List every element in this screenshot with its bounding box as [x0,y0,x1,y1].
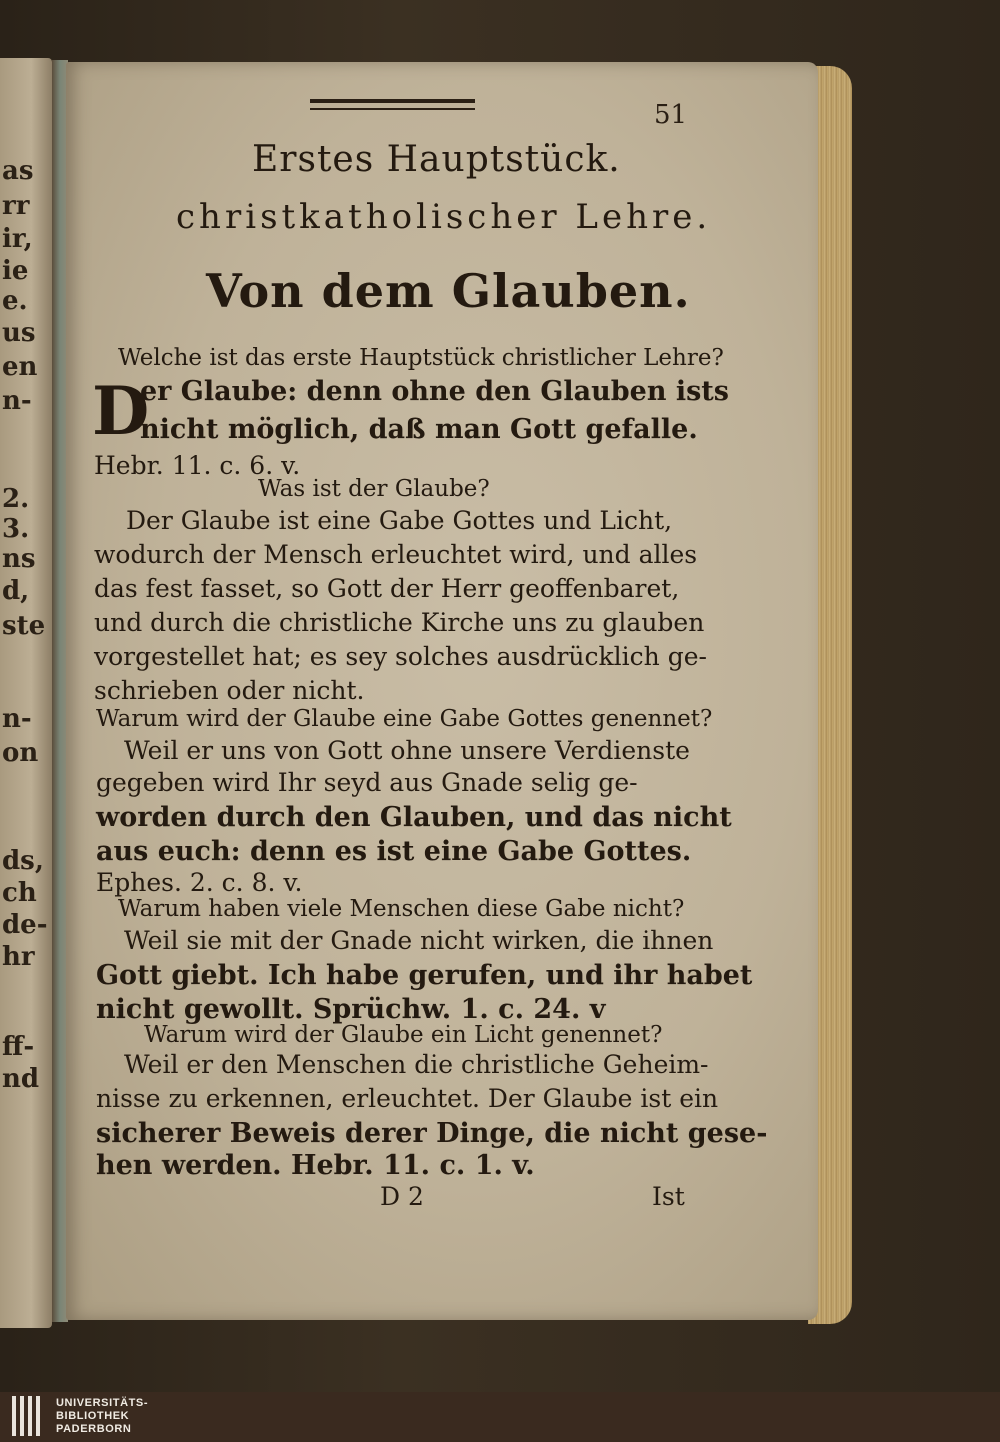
header-rule [310,99,475,103]
answer-4-line: Weil sie mit der Gnade nicht wirken, die ihnen [124,926,714,955]
question-1: Welche ist das erste Hauptstück christlicher Lehre? [118,345,724,371]
left-fragment: ff- [2,1032,35,1062]
answer-2-line: schrieben oder nicht. [94,676,365,705]
left-fragment: ir, [2,224,33,254]
answer-2-line: und durch die christliche Kirche uns zu glauben [94,608,705,637]
answer-1-line-3: Hebr. 11. c. 6. v. [94,451,301,480]
left-fragment: hr [2,942,35,972]
left-facing-page [0,58,52,1328]
answer-4-line: nicht gewollt. Sprüchw. 1. c. 24. v [96,994,606,1025]
left-fragment: de- [2,910,48,940]
left-fragment: 2. [2,484,30,514]
catchword: Ist [652,1182,685,1211]
drop-cap: D [92,372,150,450]
answer-5-line: sicherer Beweis derer Dinge, die nicht gese- [96,1118,768,1149]
left-fragment: 3. [2,514,30,544]
library-name-line-1: UNIVERSITÄTS- [56,1397,149,1409]
left-fragment: d, [2,576,30,606]
library-name-line-3: PADERBORN [56,1423,132,1435]
question-3: Warum wird der Glaube eine Gabe Gottes genennet? [96,706,713,732]
library-name-line-2: BIBLIOTHEK [56,1410,130,1422]
left-fragment: n- [2,386,32,416]
left-fragment: rr [2,191,30,221]
left-fragment: us [2,318,36,348]
answer-3-line: gegeben wird Ihr seyd aus Gnade selig ge- [96,768,638,797]
answer-1-line-1: er Glaube: denn ohne den Glauben ists [140,376,729,407]
left-fragment: as [2,156,34,186]
section-title: Von dem Glauben. [206,264,691,318]
answer-5-line: Weil er den Menschen die christliche Geheim- [124,1050,709,1079]
library-logo-icon [10,1396,46,1436]
left-fragment: nd [2,1064,40,1094]
answer-2-line: wodurch der Mensch erleuchtet wird, und alles [94,540,698,569]
left-fragment: ste [2,611,46,641]
left-fragment: ie [2,256,29,286]
left-fragment: on [2,738,39,768]
heading-line-1: Erstes Hauptstück. [252,139,621,180]
footer-bar [0,1392,1000,1442]
answer-4-line: Gott giebt. Ich habe gerufen, und ihr habet [96,960,753,991]
left-fragment: ns [2,544,36,574]
answer-3-line: worden durch den Glauben, und das nicht [96,802,732,833]
answer-2-line: das fest fasset, so Gott der Herr geoffenbaret, [94,574,680,603]
question-2: Was ist der Glaube? [258,476,490,502]
answer-2-line: Der Glaube ist eine Gabe Gottes und Licht, [126,506,673,535]
page-number: 51 [654,100,688,130]
left-fragment: n- [2,704,32,734]
answer-3-line: Ephes. 2. c. 8. v. [96,868,303,897]
heading-line-2: christkatholischer Lehre. [176,197,712,237]
header-rule-thin [310,108,475,110]
left-fragment: en [2,352,38,382]
answer-3-line: aus euch: denn es ist eine Gabe Gottes. [96,836,692,867]
question-4: Warum haben viele Menschen diese Gabe nicht? [118,896,685,922]
signature-mark: D 2 [380,1182,424,1211]
answer-1-line-2: nicht möglich, daß man Gott gefalle. [140,414,698,445]
answer-2-line: vorgestellet hat; es sey solches ausdrücklich ge- [94,642,707,671]
question-5: Warum wird der Glaube ein Licht genennet? [144,1022,663,1048]
left-fragment: ch [2,878,37,908]
answer-5-line: hen werden. Hebr. 11. c. 1. v. [96,1150,535,1181]
answer-5-line: nisse zu erkennen, erleuchtet. Der Glaube ist ein [96,1084,719,1113]
left-fragment: e. [2,286,28,316]
answer-3-line: Weil er uns von Gott ohne unsere Verdienste [124,736,690,765]
left-fragment: ds, [2,846,44,876]
